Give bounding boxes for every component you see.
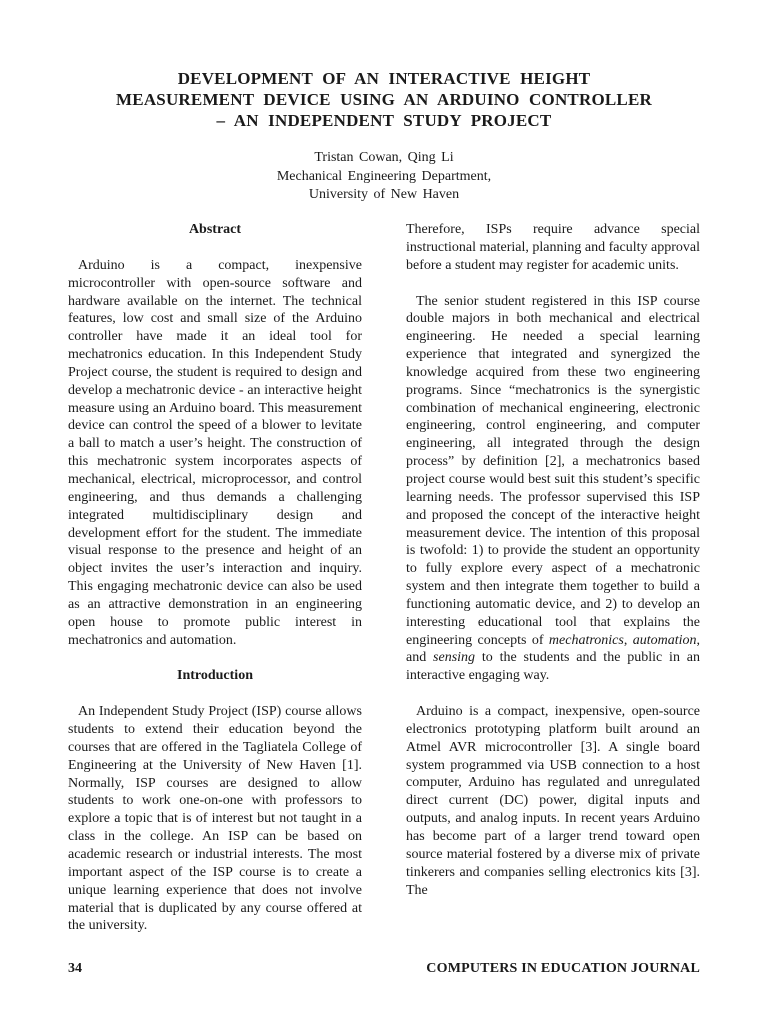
term-sensing: sensing (433, 650, 476, 666)
author-block (134, 149, 634, 205)
author-university: University of New Haven (308, 187, 460, 202)
paragraph-2-text-a: The senior student registered in this ISP course double majors in both mechanical and electrical engineering. He needed a special learning experience that integrated and synergized the knowledge acquired from these two engineering programs. Since “mechatronics is the synergistic combination of mechanical engineering, electronic engineering, control engineering, and computer engineering, all integrated through the design process” by definition [2], a mechatronics based project course would best suit this student’s specific learning needs. The professor supervised this ISP and proposed the concept of the interactive height measurement device. The intention of this proposal is twofold: 1) to provide the student an opportunity to fully explore every aspect of a mechatronic system and then integrate them together to build a functioning automatic device, and 2) to develop an interesting educational tool that explains the engineering concepts of (406, 293, 700, 648)
right-column (406, 221, 700, 899)
paper-title (60, 68, 708, 131)
page-number: 34 (68, 961, 82, 976)
abstract-heading: Abstract (188, 222, 242, 237)
author-department: Mechanical Engineering Department, (276, 168, 492, 184)
introduction-heading: Introduction (177, 668, 253, 684)
left-column (68, 221, 362, 935)
title-line-3: – AN INDEPENDENT STUDY PROJECT (216, 111, 552, 130)
paragraph-2-text-b: to the students and the public in an interactive engaging way. (406, 650, 700, 684)
introduction-paragraph-2: The senior student registered in this ISP course double majors in both mechanical and electrical engineering. He needed a special learning experience that integrated and synergized the knowledge acquired from these two engineering programs. Since “mechatronics is the synergistic combination of mechanical engineering, electronic engineering, control engineering, and computer engineering, all integrated through the design process” by definition [2], a mechatronics based project course would best suit this student’s specific learning needs. The professor supervised this ISP and proposed the concept of the interactive height measurement device. The intention of this proposal is twofold: 1) to provide the student an opportunity to fully explore every aspect of a mechatronic system and then integrate them together to build a functioning automatic device, and 2) to develop an interesting educational tool that explains the engineering concepts of mechatronics, automation, and sensing to the students and the public in an interactive engaging way. (406, 293, 700, 684)
journal-name: COMPUTERS IN EDUCATION JOURNAL (426, 961, 700, 976)
title-line-2: MEASUREMENT DEVICE USING AN ARDUINO CONTROLLER (116, 90, 652, 109)
introduction-paragraph-1: An Independent Study Project (ISP) course allows students to extend their education beyond the courses that are offered in the Tagliatela College of Engineering at the University of New Haven [1]. Normally, ISP courses are designed to allow students to work one-on-one with professors to explore a topic that is of interest but not taught in a class in the college. An ISP can be based on academic research or industrial interests. The most important aspect of the ISP course is to create a unique learning experience that does not involve material that is duplicated by any course offered at the university. (68, 704, 362, 934)
title-line-1: DEVELOPMENT OF AN INTERACTIVE HEIGHT (177, 69, 591, 88)
abstract-text: Arduino is a compact, inexpensive microcontroller with open-source software and hardware available on the internet. The technical features, low cost and small size of the Arduino controller have made it an ideal tool for mechatronics education. In this Independent Study Project course, the student is required to design and develop a mechatronic device - an interactive height measure using an Arduino board. This measurement device can control the speed of a blower to levitate a ball to match a user’s height. The construction of this mechatronic system incorporates aspects of mechanical, electrical, microprocessor, and control engineering, and thus demands a challenging integrated multidisciplinary design and development effort for the student. The immediate visual response to the presence and height of an object invites the user’s interaction and inquiry. This engaging mechatronic device can also be used as an attractive demonstration in an engineering open house to promote public interest in mechatronics and automation. (68, 257, 362, 648)
term-automation: automation (632, 632, 697, 648)
introduction-paragraph-1-continued: Therefore, ISPs require advance special instructional material, planning and faculty approval before a student may register for academic units. (406, 222, 700, 273)
introduction-paragraph-3: Arduino is a compact, inexpensive, open-source electronics prototyping platform built around an Atmel AVR microcontroller [3]. A single board system programmed via USB connection to a host computer, Arduino has regulated and unregulated direct current (DC) power, digital inputs and outputs, and analog inputs. In recent years Arduino has become part of a larger trend toward open source material fostered by a diverse mix of private tinkerers and companies selling electronics kits [3]. The (406, 704, 700, 898)
author-names: Tristan Cowan, Qing Li (314, 150, 454, 165)
term-mechatronics: mechatronics (548, 632, 624, 648)
